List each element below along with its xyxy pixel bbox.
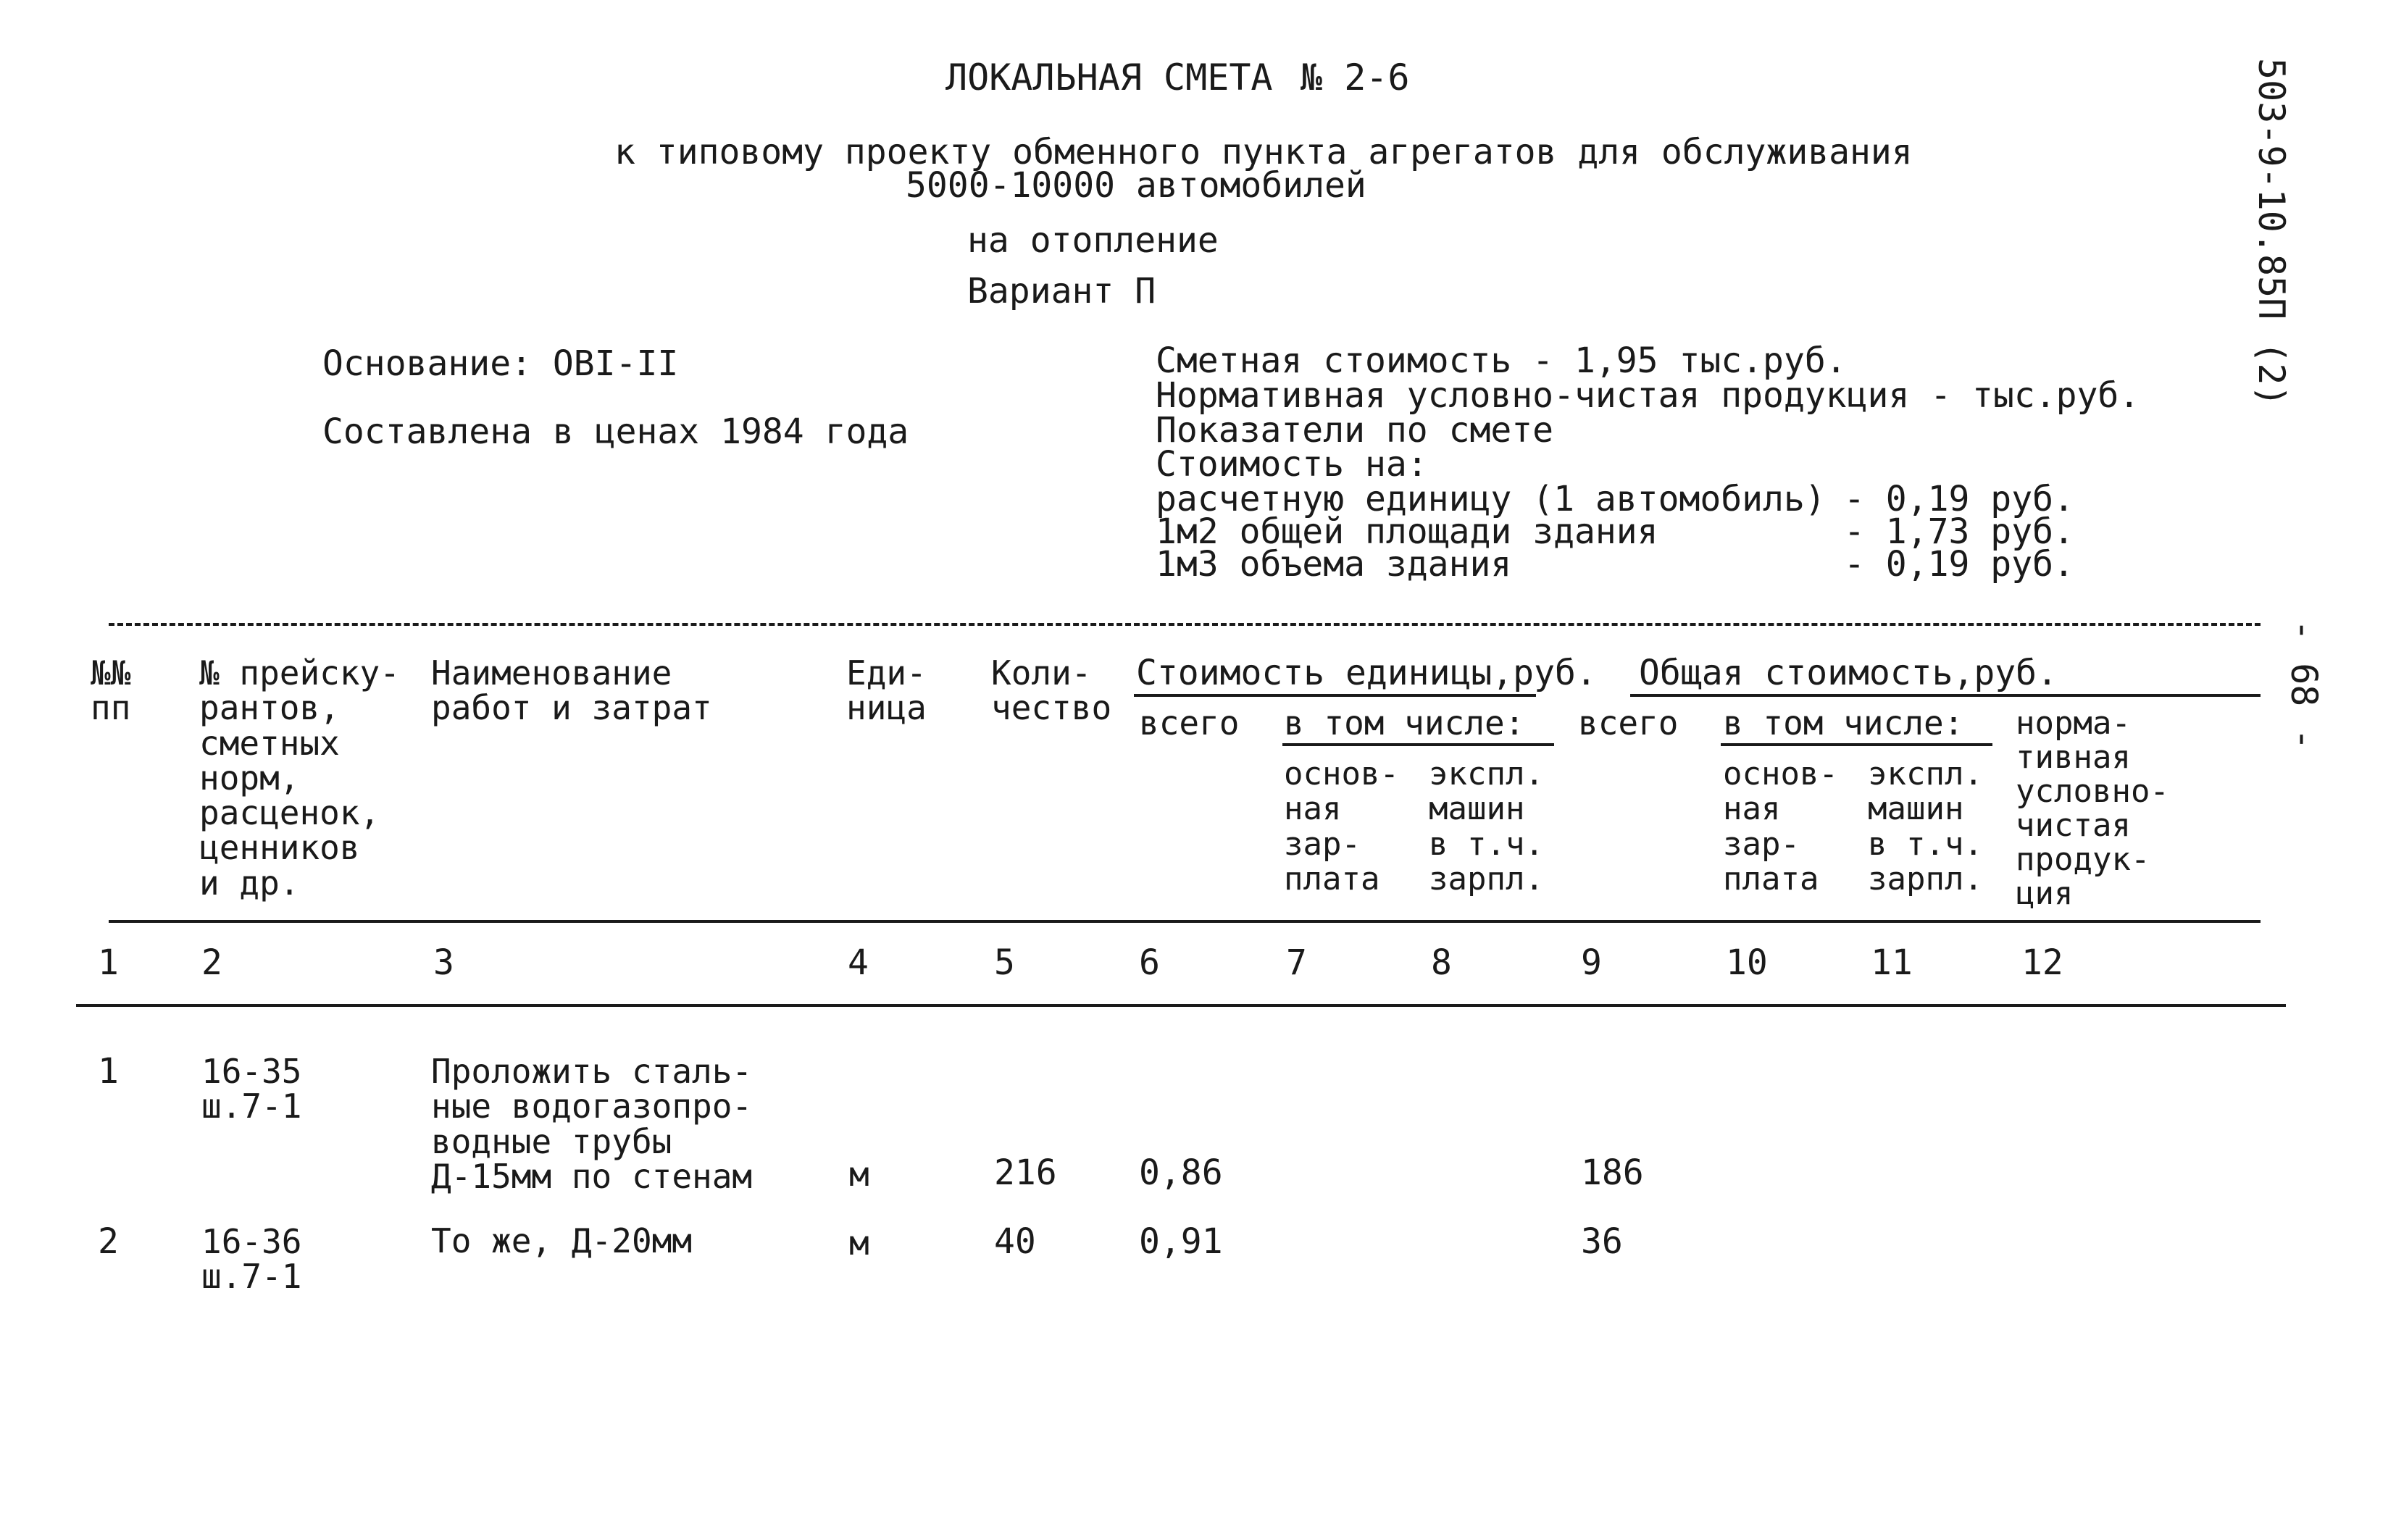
row-quantity: 40 [994,1221,1036,1262]
header-col-name: Наименование работ и затрат [431,653,712,728]
header-incl-total: в том числе: [1723,703,1964,742]
header-col10-base-wage: основ- ная зар- плата [1723,756,1838,898]
column-number: 12 [2021,942,2063,983]
document-subtitle-line1: к типовому проекту обменного пункта агрегатов для обслуживания [614,132,1913,172]
column-number: 9 [1581,942,1602,983]
document-subtitle-line2: 5000-10000 автомобилей [906,165,1366,206]
row-quantity: 216 [994,1152,1057,1193]
page-number: - 68 - [2283,619,2325,750]
column-number: 11 [1871,942,1913,983]
header-col6-total: всего [1139,703,1240,742]
row-number: 2 [98,1221,119,1262]
indicator-value: - 0,19 руб. [1844,544,2074,585]
document-title: ЛОКАЛЬНАЯ СМЕТА [946,57,1273,99]
header-bottom-rule [109,920,2261,923]
column-number: 4 [848,942,869,983]
document-number: № 2-6 [1301,57,1410,99]
incl-unit-underline [1282,743,1554,746]
row-code: 16-35 ш.7-1 [201,1052,302,1126]
row-unit: м [849,1155,869,1194]
total-cost-group-underline [1630,694,2261,697]
incl-total-underline [1721,743,1992,746]
header-col8-machines: экспл. машин в т.ч. зарпл. [1429,756,1544,898]
side-document-code: 503-9-10.85П (2) [2250,58,2292,407]
cost-on-heading: Стоимость на: [1156,444,1428,485]
estimate-cost: Сметная стоимость - 1,95 тыс.руб. [1156,340,1847,381]
column-number: 2 [201,942,222,983]
indicator-label: 1м2 общей площади здания [1156,511,1658,552]
row-name: То же, Д-20мм [431,1221,693,1260]
header-col-unit: Еди- ница [846,653,927,728]
row-code: 16-36 ш.7-1 [201,1222,302,1297]
row-unit-total: 0,86 [1139,1152,1223,1193]
indicators-heading: Показатели по смете [1156,410,1554,451]
row-total: 36 [1581,1221,1623,1262]
column-number: 7 [1286,942,1307,983]
header-unit-cost-group: Стоимость единицы,руб. [1136,653,1597,693]
header-col7-base-wage: основ- ная зар- плата [1284,756,1399,898]
table-top-rule [109,623,2261,626]
column-number: 1 [98,942,119,983]
row-unit: м [849,1223,869,1263]
column-numbers-bottom-rule [76,1004,2286,1007]
indicator-value: - 0,19 руб. [1844,479,2074,519]
document-variant: Вариант П [967,271,1156,311]
indicator-label: 1м3 объема здания [1156,544,1512,585]
column-number: 6 [1139,942,1160,983]
document-purpose: на отопление [967,220,1219,261]
price-year-text: Составлена в ценах 1984 года [322,411,909,452]
header-col-qty: Коли- чество [991,653,1112,728]
row-number: 1 [98,1051,119,1092]
row-name: Проложить сталь- ные водогазопро- водные трубы Д-15мм по стенам [431,1052,753,1196]
column-number: 8 [1431,942,1452,983]
header-col11-machines: экспл. машин в т.ч. зарпл. [1868,756,1983,898]
header-total-cost-group: Общая стоимость,руб. [1639,653,2058,693]
row-unit-total: 0,91 [1139,1221,1223,1262]
normative-output: Нормативная условно-чистая продукция - тыс.руб. [1156,375,2140,416]
column-number: 5 [994,942,1015,983]
column-number: 10 [1726,942,1768,983]
header-col-code: № прейску- рантов, сметных норм, расценок, ценников и др. [199,653,400,903]
unit-cost-group-underline [1134,694,1536,697]
row-total: 186 [1581,1152,1644,1193]
column-number: 3 [433,942,454,983]
basis-text: Основание: OBI-II [322,343,679,384]
header-col-no: №№ пп [91,653,131,728]
header-incl-unit: в том числе: [1284,703,1525,742]
header-col12-normative: норма- тивная условно- чистая продук- ция [2016,705,2169,913]
indicator-label: расчетную единицу (1 автомобиль) [1156,479,1826,519]
header-col9-total: всего [1578,703,1679,742]
indicator-value: - 1,73 руб. [1844,511,2074,552]
